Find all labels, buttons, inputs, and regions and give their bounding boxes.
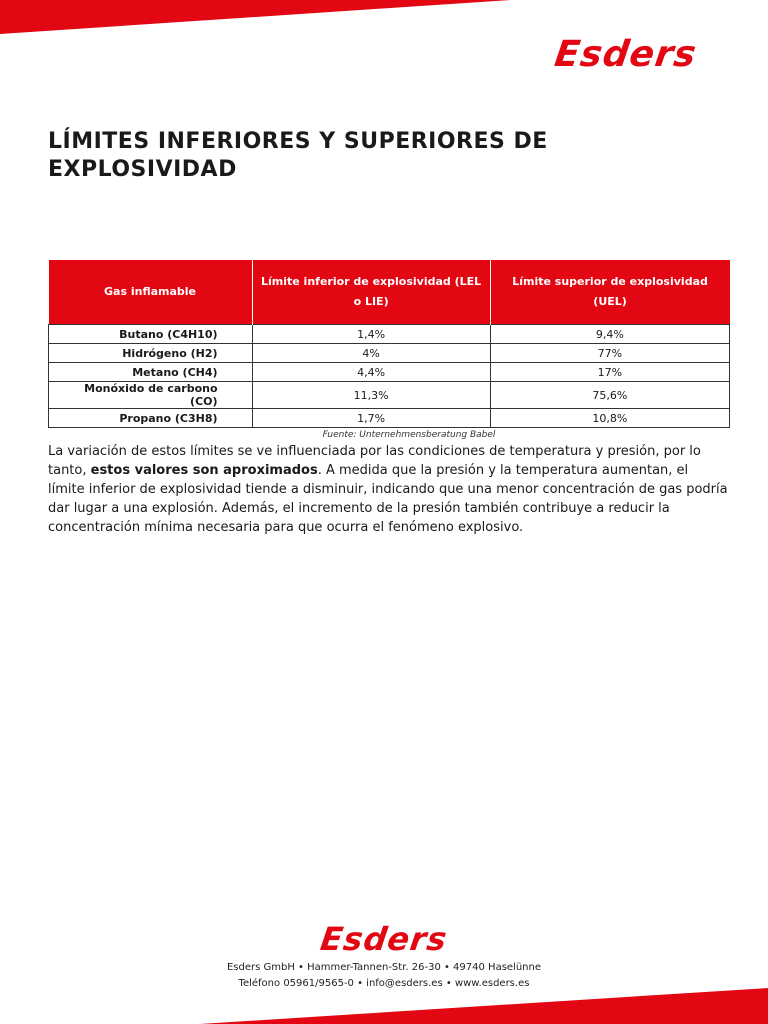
table-row — [49, 325, 730, 344]
uel-cell: 17% — [490, 363, 729, 382]
lel-cell: 4,4% — [252, 363, 490, 382]
gas-name-cell: Metano (CH4) — [49, 363, 253, 382]
lel-cell: 11,3% — [252, 382, 490, 409]
top-red-band — [0, 0, 768, 36]
body-paragraph — [48, 442, 728, 537]
lel-cell: 4% — [252, 344, 490, 363]
column-header-uel: Límite superior de explosividad (UEL) — [490, 260, 729, 325]
explosivity-table — [48, 260, 730, 428]
table-row — [49, 363, 730, 382]
table-row — [49, 344, 730, 363]
gas-name-cell: Monóxido de carbono (CO) — [49, 382, 253, 409]
gas-name-cell: Hidrógeno (H2) — [49, 344, 253, 363]
column-header-lel: Límite inferior de explosividad (LEL o LIE) — [252, 260, 490, 325]
explosivity-table-container — [48, 260, 730, 440]
paragraph-text-start: La variación de estos límites se ve influenciada por las condiciones de temperatura y presión, por lo tanto, — [48, 444, 701, 478]
gas-name-cell: Propano (C3H8) — [49, 409, 253, 428]
footer-contact: Teléfono 05961/9565-0 • info@esders.es • www.esders.es — [238, 978, 530, 989]
column-header-gas: Gas inflamable — [49, 260, 253, 325]
uel-cell: 9,4% — [490, 325, 729, 344]
paragraph-bold-text: estos valores son aproximados — [90, 463, 318, 478]
esders-logo-footer: Esders — [318, 920, 450, 958]
uel-cell: 77% — [490, 344, 729, 363]
footer-address: Esders GmbH • Hammer-Tannen-Str. 26-30 • 49740 Haselünne — [226, 962, 542, 973]
gas-name-cell: Butano (C4H10) — [49, 325, 253, 344]
esders-logo-header: Esders — [551, 34, 699, 75]
table-row — [49, 382, 730, 409]
table-header-row — [49, 260, 730, 325]
lel-cell: 1,7% — [252, 409, 490, 428]
lel-cell: 1,4% — [252, 325, 490, 344]
uel-cell: 75,6% — [490, 382, 729, 409]
paragraph-text-end: . A medida que la presión y la temperatura aumentan, el límite inferior de explosividad tiende a disminuir, indicando que una menor concentración de gas podría dar lugar a una explosión. Además, el incremento de la presión también contribuye a reducir la concentración mínima necesaria para que ocurra el fenómeno explosivo. — [48, 463, 728, 535]
table-row — [49, 409, 730, 428]
table-source-note: Fuente: Unternehmensberatung Babel — [322, 430, 496, 440]
bottom-red-band — [0, 988, 768, 1024]
uel-cell: 10,8% — [490, 409, 729, 428]
page-title: LÍMITES INFERIORES Y SUPERIORES DE EXPLOSIVIDAD — [48, 129, 548, 182]
